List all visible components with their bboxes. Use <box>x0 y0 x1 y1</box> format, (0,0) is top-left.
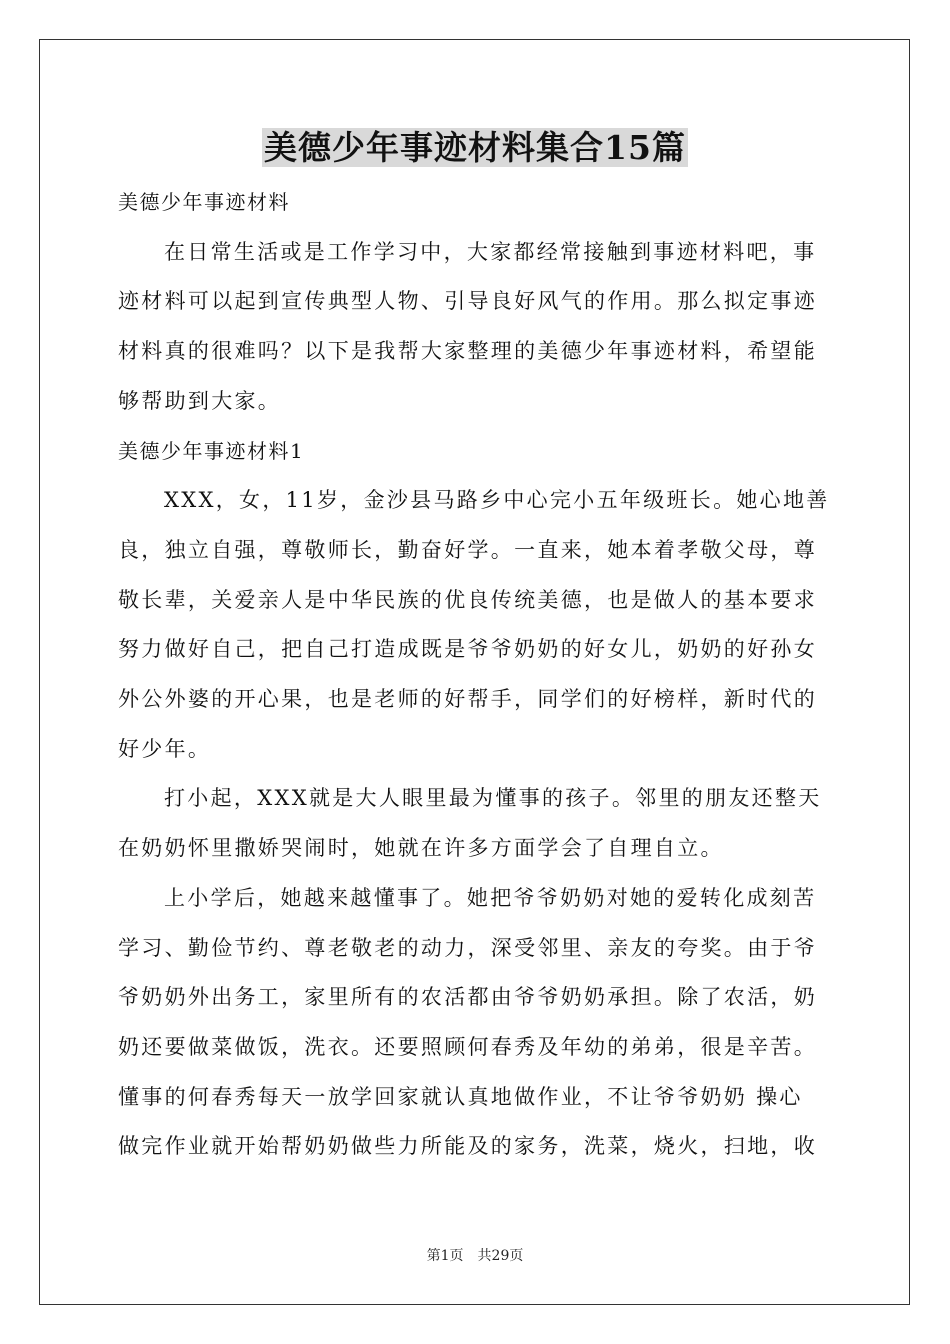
text-line: 努力做好自己，把自己打造成既是爷爷奶奶的好女儿，奶奶的好孙女 <box>118 637 817 662</box>
text-line: 敬长辈，关爱亲人是中华民族的优良传统美德，也是做人的基本要求 <box>118 587 817 612</box>
page-number: 第1页 <box>426 1248 464 1264</box>
document-body <box>118 178 834 1172</box>
paragraph-3 <box>118 874 834 1172</box>
text-line: 材料真的很难吗？以下是我帮大家整理的美德少年事迹材料，希望能 <box>118 339 817 364</box>
text-line: 学习、勤俭节约、尊老敬老的动力，深受邻里、亲友的夸奖。由于爷 <box>118 935 817 960</box>
document-title <box>0 126 950 170</box>
page-total: 共29页 <box>477 1248 524 1264</box>
text-line: 奶还要做菜做饭，洗衣。还要照顾何春秀及年幼的弟弟，很是辛苦。 <box>118 1034 817 1059</box>
text-line: 在奶奶怀里撒娇哭闹时，她就在许多方面学会了自理自立。 <box>118 836 724 861</box>
text-line: 良，独立自强，尊敬师长，勤奋好学。一直来，她本着孝敬父母，尊 <box>118 537 817 562</box>
text-line: 上小学后，她越来越懂事了。她把爷爷奶奶对她的爱转化成刻苦 <box>164 885 817 910</box>
intro-paragraph <box>118 228 834 427</box>
paragraph-2 <box>118 774 834 873</box>
text-line: 爷奶奶外出务工，家里所有的农活都由爷爷奶奶承担。除了农活，奶 <box>118 985 817 1010</box>
section-heading: 美德少年事迹材料1 <box>118 438 305 463</box>
paragraph-1 <box>118 476 834 774</box>
page-footer <box>0 1246 950 1266</box>
text-line: 懂事的何春秀每天一放学回家就认真地做作业，不让爷爷奶奶 操心 <box>118 1084 803 1109</box>
text-line: 外公外婆的开心果，也是老师的好帮手，同学们的好榜样，新时代的 <box>118 687 817 712</box>
text-line: 做完作业就开始帮奶奶做些力所能及的家务，洗菜，烧火，扫地，收 <box>118 1134 817 1159</box>
text-line: 好少年。 <box>118 736 212 761</box>
subtitle: 美德少年事迹材料 <box>118 190 290 214</box>
text-line: XXX，女，11岁，金沙县马路乡中心完小五年级班长。她心地善 <box>164 488 830 513</box>
text-line: 在日常生活或是工作学习中，大家都经常接触到事迹材料吧，事 <box>164 239 817 264</box>
text-line: 迹材料可以起到宣传典型人物、引导良好风气的作用。那么拟定事迹 <box>118 289 817 314</box>
title-highlight: 美德少年事迹材料集合15篇 <box>264 128 686 167</box>
text-line: 够帮助到大家。 <box>118 388 282 413</box>
text-line: 打小起，XXX就是大人眼里最为懂事的孩子。邻里的朋友还整天 <box>164 786 822 811</box>
